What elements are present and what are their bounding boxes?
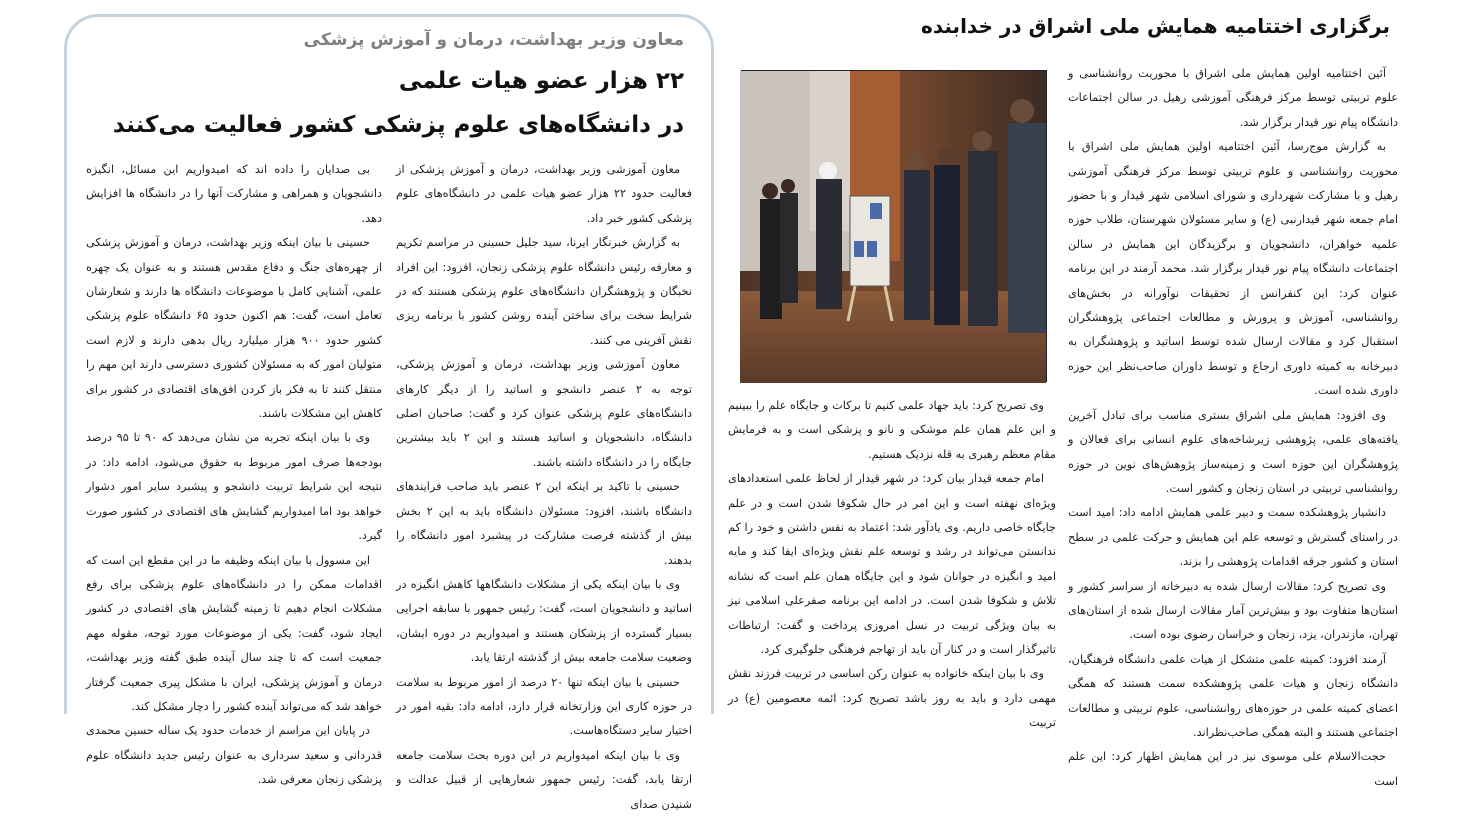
paragraph: حسینی با بیان اینکه تنها ۲۰ درصد از امور مربوط به سلامت در حوزه کاری این وزارتخانه قرار دارد، ادامه داد: بقیه امور در اختیار سایر دستگاه‌هاست. bbox=[396, 675, 692, 738]
paragraph: دانشیار پژوهشکده سمت و دبیر علمی همایش ادامه داد: امید است در راستای گسترش و توسعه علم این همایش و حرکت علمی در سطح استان و کشور جرقه اقدامات پژوهشی را بزند. bbox=[1068, 506, 1398, 569]
left-article-column-right bbox=[396, 158, 693, 811]
event-photo bbox=[741, 70, 1047, 382]
paragraph: وی با بیان اینکه امیدواریم در این دوره بحث سلامت جامعه ارتقا یابد، گفت: رئیس جمهور شعارهایی از قبیل عدالت و شنیدن صدای bbox=[396, 748, 692, 811]
left-article-headline-2: در دانشگاه‌های علوم پزشکی کشور فعالیت می‌کنند bbox=[112, 112, 684, 138]
right-article-column-middle bbox=[728, 394, 1056, 730]
paragraph: حجت‌الاسلام علی موسوی نیز در این همایش اظهار کرد: این علم است bbox=[1068, 750, 1398, 788]
left-article-headline-1: ۲۲ هزار عضو هیات علمی bbox=[398, 68, 684, 94]
paragraph: وی تصریح کرد: باید جهاد علمی کنیم تا برکات و جایگاه علم را ببینیم و این علم همان علم موشکی و نانو و پزشکی است و به فرمایش مقام معظم رهبری به قله نزدیک هستیم. bbox=[728, 399, 1056, 461]
right-article-column-right bbox=[1068, 62, 1398, 788]
paragraph: این مسوول با بیان اینکه وظیفه ما در این مقطع این است که اقدامات ممکن را در دانشگاه‌های علوم پزشکی برای رفع مشکلات انجام دهیم تا زمینه گشایش های اقتصادی در کشور ایجاد شود، گفت: یکی از موضوعات مورد توجه، مقوله مهم جمعیت است که تا چند سال آینده طبق گفته وزیر بهداشت، درمان و آموزش پزشکی، ایران با مشکل پیری جمعیت گرفتار خواهد شد که می‌تواند آینده کشور را دچار مشکل کند. bbox=[86, 553, 382, 713]
paragraph: حسینی با تاکید بر اینکه این ۲ عنصر باید صاحب فرایندهای دانشگاه باشند، افزود: مسئولان دانشگاه باید به این ۲ بخش بیش از گذشته فرصت مشارکت در پیشبرد امور دانشگاه را بدهند. bbox=[396, 480, 692, 567]
paragraph: معاون آموزشی وزیر بهداشت، درمان و آموزش پزشکی از فعالیت حدود ۲۲ هزار عضو هیات علمی در دانشگاه‌های علوم پزشکی کشور خبر داد. bbox=[396, 163, 692, 225]
left-article bbox=[64, 14, 714, 811]
left-article-kicker: معاون وزیر بهداشت، درمان و آموزش پزشکی bbox=[303, 30, 684, 50]
paragraph: بی صدایان را داده اند که امیدواریم این مسائل، انگیزه دانشجویان و همراهی و مشارکت آنها را در دانشگاه ها افزایش دهد. bbox=[86, 163, 382, 225]
paragraph: آرمند افزود: کمیته علمی متشکل از هیات علمی دانشگاه فرهنگیان، دانشگاه زنجان و هیات علمی پژوهشکده سمت هستند که همگی اعضای کمیته علمی در حوزه‌های روانشناسی، علوم تربیتی و مطالعات اجتماعی هستند و البته همگی صاحب‌نظراند. bbox=[1068, 652, 1398, 739]
paragraph: وی با بیان اینکه تجربه من نشان می‌دهد که ۹۰ تا ۹۵ درصد بودجه‌ها صرف امور مربوط به حقوق می‌شود، ادامه داد: در نتیجه این شرایط تربیت دانشجو و پیشبرد سایر امور دشوار خواهد بود اما امیدواریم گشایش های اقتصادی در کشور صورت گیرد. bbox=[86, 431, 382, 543]
right-article-headline: برگزاری اختتامیه همایش ملی اشراق در خدابنده bbox=[921, 14, 1390, 38]
left-article-column-left bbox=[86, 158, 382, 787]
paragraph: وی تصریح کرد: مقالات ارسال شده به دبیرخانه از سراسر کشور و استان‌ها متفاوت بود و بیش‌ترین آمار مقالات ارسال شده از استان‌های تهران، مازندران، یزد، زنجان و خراسان رضوی بوده است. bbox=[1068, 579, 1398, 642]
paragraph: به گزارش موج‌رسا، آئین اختتامیه اولین همایش ملی اشراق با محوریت روانشناسی و علوم تربیتی توسط مرکز فرهنگی آموزشی رهیل و با مشارکت شهرداری و شورای اسلامی شهر قیدار و با حضور امام جمعه شهر قیدارنبی (ع) و سایر مسئولان شهرستان، طلاب حوزه علمیه خواهران، دانشجویان و برگزیدگان این همایش در سالن اجتماعات دانشگاه پیام نور قیدار برگزار شد. محمد آرمند در این برنامه عنوان کرد: این کنفرانس از تحقیقات نوآورانه در بخش‌های روانشناسی، آموزش و پرورش و مطالعات اجتماعی پژوهشگران استقبال کرد و مقالات ارسال شده توسط اساتید و پژوهشگران به دبیرخانه به کمیته داوری ارجاع و توسط داوران صاحب‌نظر این حوزه داوری شده است. bbox=[1068, 140, 1398, 398]
paragraph: به گزارش خبرنگار ایرنا، سید جلیل حسینی در مراسم تکریم و معارفه رئیس دانشگاه علوم پزشکی زنجان، افزود: این افراد نخبگان و پژوهشگران دانشگاه‌های علوم پزشکی هستند که در شرایط سخت برای ساختن آینده روشن کشور با برنامه ریزی نقش آفرینی می کنند. bbox=[396, 236, 692, 347]
paragraph: وی با بیان اینکه یکی از مشکلات دانشگاهها کاهش انگیزه در اساتید و دانشجویان است، گفت: رئیس جمهور با سابقه اجرایی بسیار گسترده از پزشکان هستند و امیدواریم در دوره ایشان، وضعیت سلامت جامعه بیش از گذشته ارتقا یابد. bbox=[396, 577, 692, 665]
paragraph: معاون آموزشی وزیر بهداشت، درمان و آموزش پزشکی، توجه به ۲ عنصر دانشجو و اساتید را از دیگر کارهای دانشگاه‌های علوم پزشکی عنوان کرد و گفت: صاحبان اصلی دانشگاه، دانشجویان و اساتید هستند و این ۲ باید بیشترین جایگاه را در دانشگاه داشته باشند. bbox=[396, 358, 693, 469]
paragraph: آئین اختتامیه اولین همایش ملی اشراق با محوریت روانشناسی و علوم تربیتی توسط مرکز فرهنگی آموزشی رهیل در سالن اجتماعات دانشگاه پیام نور قیدار برگزار شد. bbox=[1068, 67, 1398, 129]
paragraph: امام جمعه قیدار بیان کرد: در شهر قیدار از لحاظ علمی استعدادهای ویژه‌ای نهفته است و این امر در حال شکوفا شدن است و در علم جایگاه خاصی داریم. وی یادآور شد: اعتماد به نفس داشتن و خود را کم ندانستن می‌تواند در رشد و توسعه علم نقش ویژه‌ای ایفا کند و مایه امید و انگیزه در جوانان شود و این جایگاه همان علم است که نشانه تلاش و شکوفا شدن است. در ادامه این برنامه صفرعلی اسلامی نیز به بیان ویژگی تربیت در نسل امروزی پرداخت و گفت: ارتباطات تاثیرگذار است و در کنار آن باید از تهاجم فرهنگی جلوگیری کرد. bbox=[728, 472, 1056, 657]
paragraph: وی با بیان اینکه خانواده به عنوان رکن اساسی در تربیت فرزند نقش مهمی دارد و باید به روز باشد تصریح کرد: ائمه معصومین (ع) در تربیت bbox=[728, 667, 1056, 730]
paragraph: وی افزود: همایش ملی اشراق بستری مناسب برای تبادل آخرین یافته‌های علمی، پژوهشی زیرشاخه‌های علوم انسانی برای فعالان و پژوهشگران این حوزه است و زمینه‌ساز پژوهش‌های نوین در حوزه روانشناسی تربیتی در استان زنجان و کشور است. bbox=[1068, 408, 1398, 495]
paragraph: در پایان این مراسم از خدمات حدود یک ساله حسین محمدی قدردانی و سعید سرداری به عنوان رئیس جدید دانشگاه علوم پزشکی زنجان معرفی شد. bbox=[86, 724, 382, 787]
paragraph: حسینی با بیان اینکه وزیر بهداشت، درمان و آموزش پزشکی از چهره‌های جنگ و دفاع مقدس هستند و به عنوان یک چهره علمی، آشنایی کامل با موضوعات دانشگاه ها دارند و شعارشان تعامل است، گفت: هم اکنون حدود ۶۵ دانشگاه علوم پزشکی کشور حدود ۹۰۰ هزار میلیارد ریال بدهی دارند و لازم است متولیان امور که به مسئولان کشوری دسترسی دارند این مهم را منتقل کنند تا به فکر باز کردن افق‌های اقتصادی در کشور برای کاهش این مشکلات باشند. bbox=[86, 236, 382, 421]
